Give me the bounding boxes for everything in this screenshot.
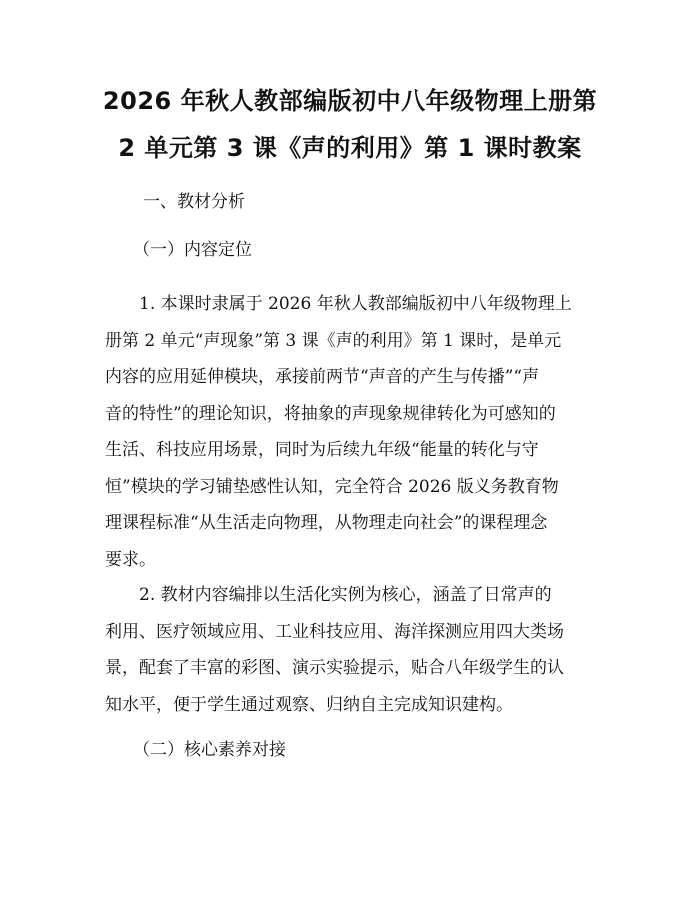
subsection-heading-core-competencies: （二）核心素养对接 (133, 740, 286, 760)
subsection-heading-content-positioning: （一）内容定位 (133, 240, 252, 260)
paragraph-line: 要求。 (105, 549, 156, 570)
paragraph-line: 恒”模块的学习铺垫感性认知，完全符合 2026 版义务教育物 (105, 476, 559, 497)
paragraph-line: 音的特性”的理论知识，将抽象的声现象规律转化为可感知的 (105, 403, 556, 424)
paragraph-line: 2. 教材内容编排以生活化实例为核心，涵盖了日常声的 (139, 585, 552, 605)
paragraph-1 (105, 286, 605, 578)
section-heading-materials-analysis: 一、教材分析 (143, 192, 245, 212)
document-title-line-2: 2 单元第 3 课《声的利用》第 1 课时教案 (118, 134, 582, 162)
paragraph-line: 知水平，便于学生通过观察、归纳自主完成知识建构。 (105, 694, 513, 715)
paragraph-line: 景，配套了丰富的彩图、演示实验提示，贴合八年级学生的认 (105, 658, 564, 678)
paragraph-2 (105, 577, 605, 723)
document-title-line-1: 2026 年秋人教部编版初中八年级物理上册第 (102, 87, 598, 115)
paragraph-line: 利用、医疗领域应用、工业科技应用、海洋探测应用四大类场 (105, 621, 564, 642)
paragraph-line: 内容的应用延伸模块，承接前两节“声音的产生与传播”“声 (105, 367, 540, 387)
paragraph-line: 1. 本课时隶属于 2026 年秋人教部编版初中八年级物理上 (139, 294, 572, 314)
paragraph-line: 生活、科技应用场景，同时为后续九年级“能量的转化与守 (105, 440, 539, 460)
paragraph-line: 册第 2 单元“声现象”第 3 课《声的利用》第 1 课时，是单元 (105, 330, 562, 351)
paragraph-line: 理课程标准“从生活走向物理，从物理走向社会”的课程理念 (105, 513, 548, 533)
